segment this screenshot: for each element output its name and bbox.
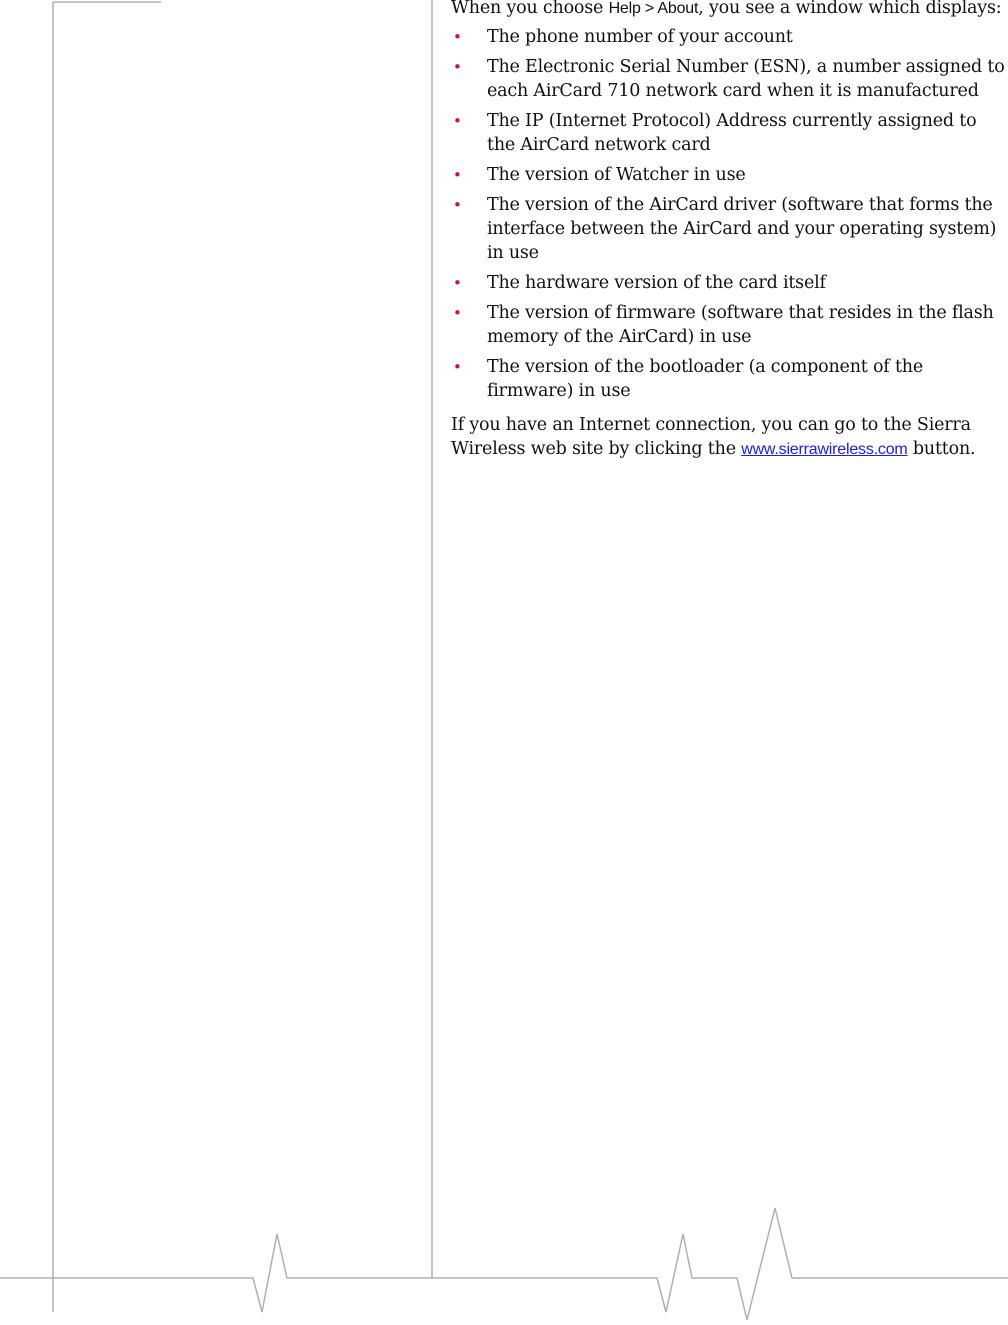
list-item: • The hardware version of the card itself bbox=[453, 273, 826, 293]
list-item: • The Electronic Serial Number (ESN), a number assigned to each AirCard 710 network card when it is manufactured bbox=[453, 57, 1005, 101]
bullet-icon: • bbox=[453, 28, 462, 46]
bullet-icon: • bbox=[453, 304, 462, 322]
about-window-info-list bbox=[451, 25, 1008, 403]
list-item: • The phone number of your account bbox=[453, 27, 793, 47]
bullet-icon: • bbox=[453, 166, 462, 184]
list-item: • The version of Watcher in use bbox=[453, 165, 746, 185]
list-item: • The IP (Internet Protocol) Address currently assigned to the AirCard network card bbox=[453, 111, 977, 155]
list-item: • The version of the AirCard driver (software that forms the interface between the AirCard and your operating system) in use bbox=[453, 195, 997, 263]
bullet-icon: • bbox=[453, 274, 462, 292]
bullet-icon: • bbox=[453, 112, 462, 130]
list-item: • The version of the bootloader (a component of the firmware) in use bbox=[453, 357, 923, 401]
bullet-icon: • bbox=[453, 58, 462, 76]
heartbeat-footer-line bbox=[0, 1208, 1008, 1320]
bullet-icon: • bbox=[453, 358, 462, 376]
website-paragraph: If you have an Internet connection, you can go to the Sierra Wireless web site by clicking the www.sierrawireless.com button. bbox=[451, 415, 976, 459]
bullet-icon: • bbox=[453, 196, 462, 214]
sierrawireless-link[interactable]: www.sierrawireless.com bbox=[741, 441, 908, 458]
document-body bbox=[451, 0, 1008, 462]
intro-paragraph: When you choose Help > About, you see a window which displays: bbox=[451, 0, 1002, 18]
list-item: • The version of firmware (software that resides in the flash memory of the AirCard) in use bbox=[453, 303, 994, 347]
menu-path-help-about: Help > About bbox=[608, 0, 699, 17]
